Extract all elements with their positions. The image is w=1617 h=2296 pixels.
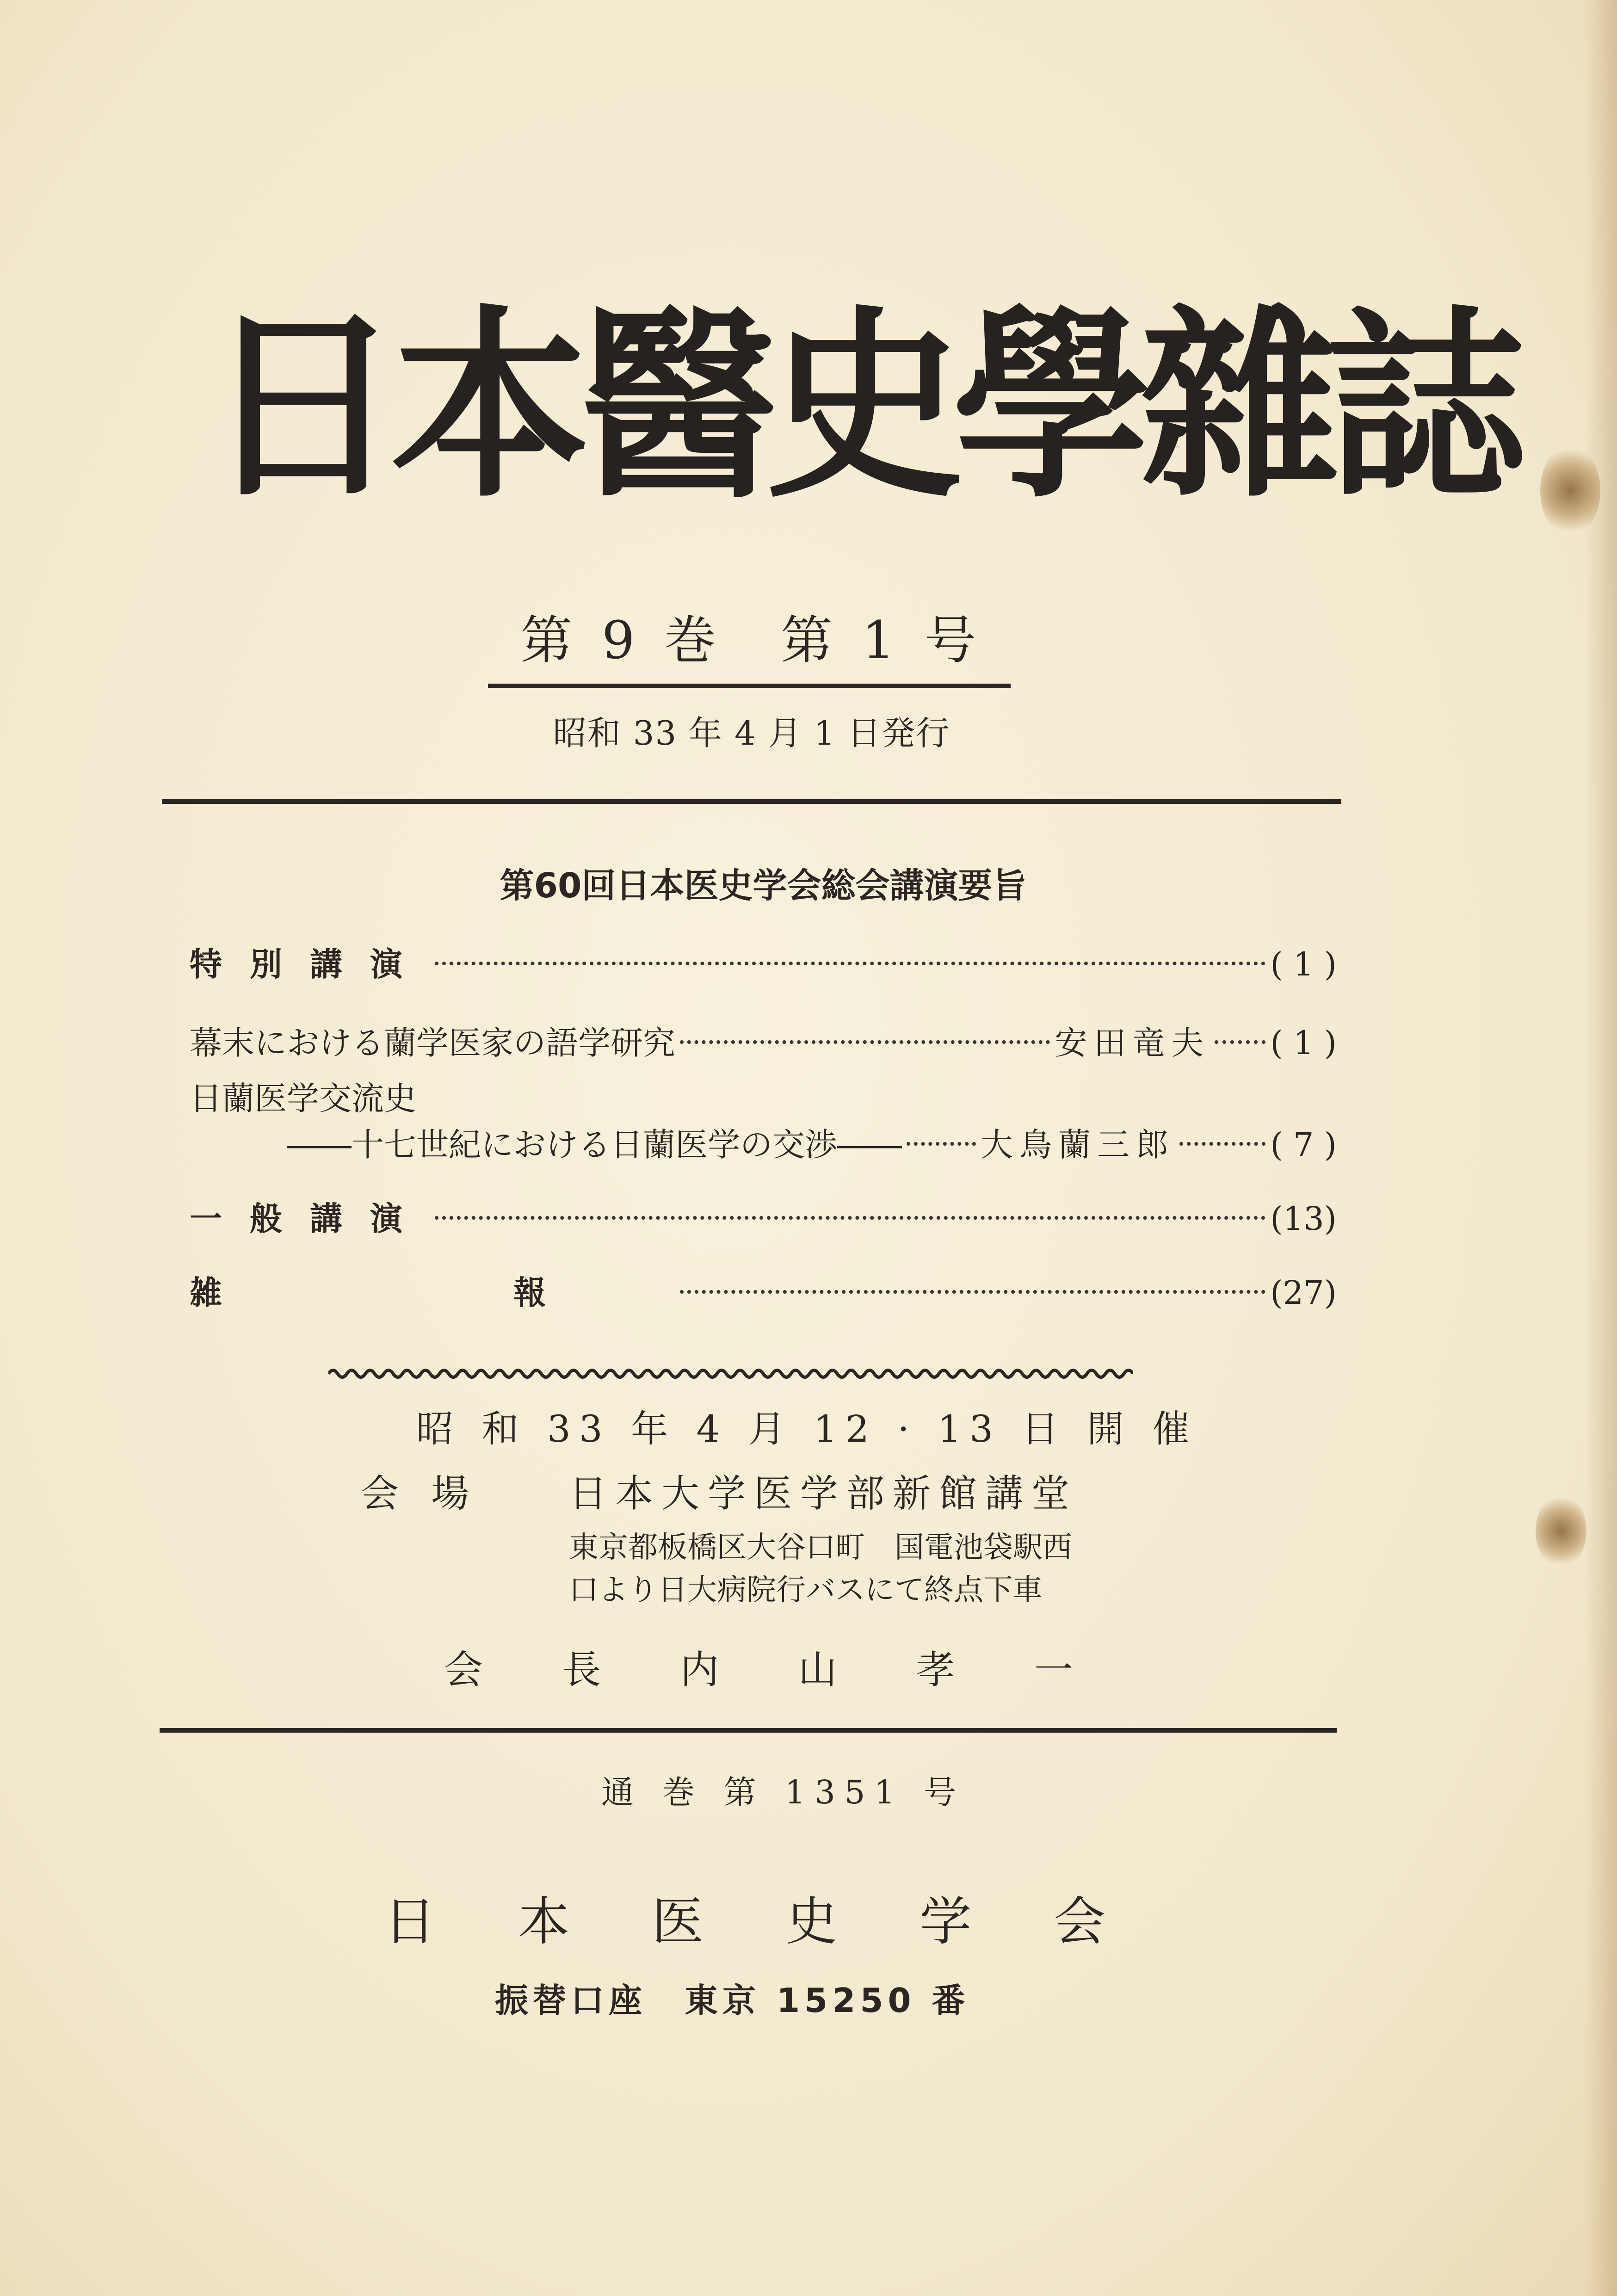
toc-entry-subtitle: ――十七世紀における日蘭医学の交渉―― — [287, 1126, 902, 1164]
toc-section-label: 雑 報 — [190, 1274, 675, 1312]
president-label-char: 会 — [444, 1647, 483, 1692]
toc-row-entry — [190, 1018, 1337, 1068]
venue-address-line2: 口より日大病院行バスにて終点下車 — [569, 1573, 1043, 1607]
president-name-char: 内 — [680, 1647, 719, 1692]
page-edge-shading — [1585, 0, 1617, 2296]
toc-leader — [907, 1142, 976, 1146]
serial-number: 通 巻 第 1351 号 — [601, 1773, 966, 1811]
toc-row-entry — [287, 1119, 1337, 1170]
toc-page-number: ( 1 ) — [1270, 1024, 1337, 1062]
publisher-char: 学 — [920, 1892, 972, 1952]
foxing-stain — [1540, 444, 1600, 537]
president — [444, 1642, 1073, 1697]
publisher-char: 史 — [785, 1892, 838, 1952]
toc-row-special-lectures — [190, 939, 1337, 990]
venue-address-line1: 東京都板橋区大谷口町 国電池袋駅西 — [569, 1531, 1072, 1565]
toc-leader — [680, 1290, 1265, 1294]
president-name-char: 山 — [798, 1647, 837, 1692]
toc-row-news — [190, 1267, 1337, 1318]
president-label-char: 長 — [562, 1647, 601, 1692]
foxing-stain — [1536, 1494, 1586, 1568]
toc-entry-title: 日蘭医学交流史 — [190, 1080, 416, 1117]
toc-leader — [1179, 1142, 1265, 1146]
publisher-char: 日 — [384, 1892, 436, 1952]
postal-account: 振替口座 東京 15250 番 — [495, 1981, 970, 2020]
publisher-char: 本 — [518, 1892, 570, 1952]
volume-issue: 第 9 巻 第 1 号 — [520, 611, 983, 671]
president-name-char: 一 — [1034, 1647, 1073, 1692]
title-rule — [488, 684, 1011, 688]
toc-section-label: 一般講演 — [190, 1200, 430, 1238]
venue-name: 日本大学医学部新館講堂 — [569, 1472, 1078, 1516]
toc-entry-author: 大鳥蘭三郎 — [981, 1126, 1175, 1164]
issue-date: 昭和 33 年 4 月 1 日発行 — [553, 714, 950, 753]
toc-entry-title: 幕末における蘭学医家の語学研究 — [190, 1024, 675, 1062]
toc-leader — [680, 1040, 1050, 1044]
toc-page-number: ( 1 ) — [1270, 945, 1337, 983]
toc-leader — [435, 962, 1265, 965]
publisher — [384, 1887, 1105, 1957]
president-name-char: 孝 — [916, 1647, 955, 1692]
toc-page-number: ( 7 ) — [1270, 1126, 1337, 1164]
top-divider — [162, 799, 1341, 804]
journal-title: 日本醫史學雜誌 — [204, 289, 1515, 525]
wavy-divider — [328, 1364, 1133, 1383]
bottom-divider — [160, 1728, 1337, 1733]
toc-page-number: (13) — [1270, 1200, 1337, 1238]
venue-label: 会場 — [361, 1472, 502, 1516]
publisher-char: 会 — [1053, 1892, 1105, 1952]
publisher-char: 医 — [652, 1892, 704, 1952]
toc-section-label: 特別講演 — [190, 945, 430, 983]
toc-entry-author: 安田竜夫 — [1055, 1024, 1210, 1062]
meeting-date: 昭 和 33 年 4 月 12 · 13 日 開 催 — [416, 1407, 1198, 1450]
toc-leader — [1215, 1040, 1265, 1044]
toc-leader — [435, 1216, 1265, 1220]
toc-page-number: (27) — [1270, 1274, 1337, 1312]
toc-row-general-lectures — [190, 1193, 1337, 1244]
contents-heading: 第60回日本医史学会総会講演要旨 — [500, 866, 1027, 906]
